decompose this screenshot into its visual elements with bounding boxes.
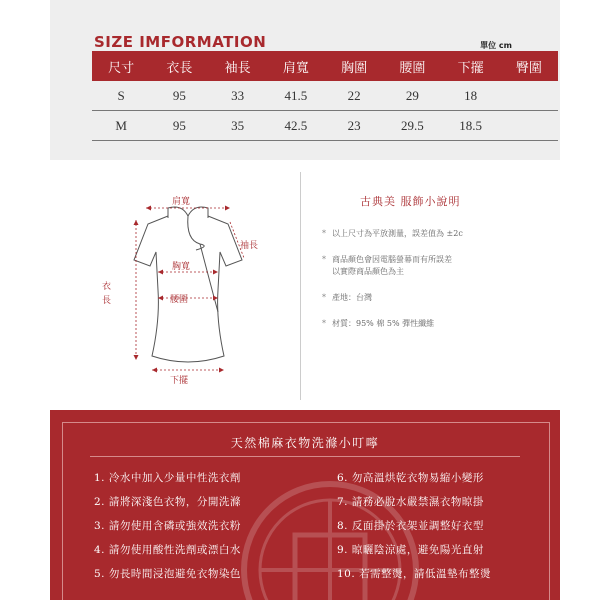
- header-cell: 衣長: [150, 51, 208, 81]
- list-item: [322, 318, 552, 330]
- header-cell: 胸圍: [325, 51, 383, 81]
- list-item: 10. 若需整燙，請低溫墊布整燙: [337, 568, 492, 580]
- size-table: [92, 51, 558, 141]
- unit-label: 單位 cm: [480, 41, 512, 50]
- table-cell: 29: [383, 81, 441, 111]
- header-cell: 尺寸: [92, 51, 150, 81]
- table-cell: 41.5: [267, 81, 325, 111]
- waist-label: 腰圍: [170, 295, 189, 305]
- header-cell: 腰圍: [383, 51, 441, 81]
- chest-label: 胸寬: [172, 262, 191, 272]
- table-cell: 33: [209, 81, 267, 111]
- care-title: 天然棉麻衣物洗滌小叮嚀: [230, 436, 380, 450]
- hem-label: 下擺: [170, 376, 189, 386]
- care-list-left: [94, 466, 241, 586]
- notes-list: [322, 228, 552, 344]
- header-cell: 袖長: [209, 51, 267, 81]
- list-item: 3. 請勿使用含磷或強效洗衣粉: [94, 520, 241, 532]
- header-cell: 肩寬: [267, 51, 325, 81]
- list-item: [322, 254, 552, 278]
- list-item: 2. 請將深淺色衣物，分開洗滌: [94, 496, 241, 508]
- asterisk-icon: *: [322, 319, 326, 328]
- table-cell: 95: [150, 81, 208, 111]
- table-cell: 42.5: [267, 111, 325, 141]
- note-text: 商品顏色會因電腦螢幕而有所誤差 以實際商品顏色為主: [332, 255, 452, 276]
- table-cell: 23: [325, 111, 383, 141]
- list-item: [322, 292, 552, 304]
- asterisk-icon: *: [322, 229, 326, 238]
- table-cell: 95: [150, 111, 208, 141]
- care-instructions-section: [50, 410, 560, 600]
- table-cell: [500, 81, 558, 111]
- length-label: 衣長: [102, 282, 112, 306]
- table-cell: 29.5: [383, 111, 441, 141]
- list-item: 5. 勿長時間浸泡避免衣物染色: [94, 568, 241, 580]
- list-item: 9. 晾曬陰涼處，避免陽光直射: [337, 544, 484, 556]
- table-cell: M: [92, 111, 150, 141]
- care-title-divider: [90, 456, 520, 457]
- header-cell: 臀圍: [500, 51, 558, 81]
- dress-outline-icon: [100, 180, 290, 400]
- list-item: 4. 請勿使用酸性洗劑或漂白水: [94, 544, 241, 556]
- table-cell: 35: [209, 111, 267, 141]
- list-item: 8. 反面掛於衣架並調整好衣型: [337, 520, 484, 532]
- list-item: 6. 勿高溫烘乾衣物易縮小變形: [337, 472, 484, 484]
- table-row: [92, 111, 558, 141]
- note-text: 以上尺寸為平放測量，誤差值為 ±2c: [332, 229, 463, 238]
- table-cell: 22: [325, 81, 383, 111]
- table-cell: S: [92, 81, 150, 111]
- asterisk-icon: *: [322, 255, 326, 264]
- header-cell: 下擺: [442, 51, 500, 81]
- table-row: [92, 81, 558, 111]
- care-list-right: [337, 466, 491, 586]
- shoulder-label: 肩寬: [172, 197, 191, 207]
- garment-diagram: [100, 180, 290, 400]
- size-info-title: SIZE IMFORMATION: [94, 33, 267, 51]
- table-cell: 18.5: [442, 111, 500, 141]
- list-item: 1. 冷水中加入少量中性洗衣劑: [94, 472, 241, 484]
- size-table-header-row: [92, 51, 558, 81]
- table-cell: 18: [442, 81, 500, 111]
- sleeve-label: 袖長: [240, 241, 259, 251]
- table-cell: [500, 111, 558, 141]
- note-text: 產地：台灣: [332, 293, 372, 302]
- asterisk-icon: *: [322, 293, 326, 302]
- note-text: 材質：95% 棉 5% 彈性纖維: [332, 319, 435, 328]
- section-divider: [300, 172, 301, 400]
- size-info-section: [50, 0, 560, 160]
- notes-title: 古典美 服飾小說明: [360, 195, 461, 208]
- list-item: [322, 228, 552, 240]
- list-item: 7. 請務必脫水嚴禁濕衣物晾掛: [337, 496, 484, 508]
